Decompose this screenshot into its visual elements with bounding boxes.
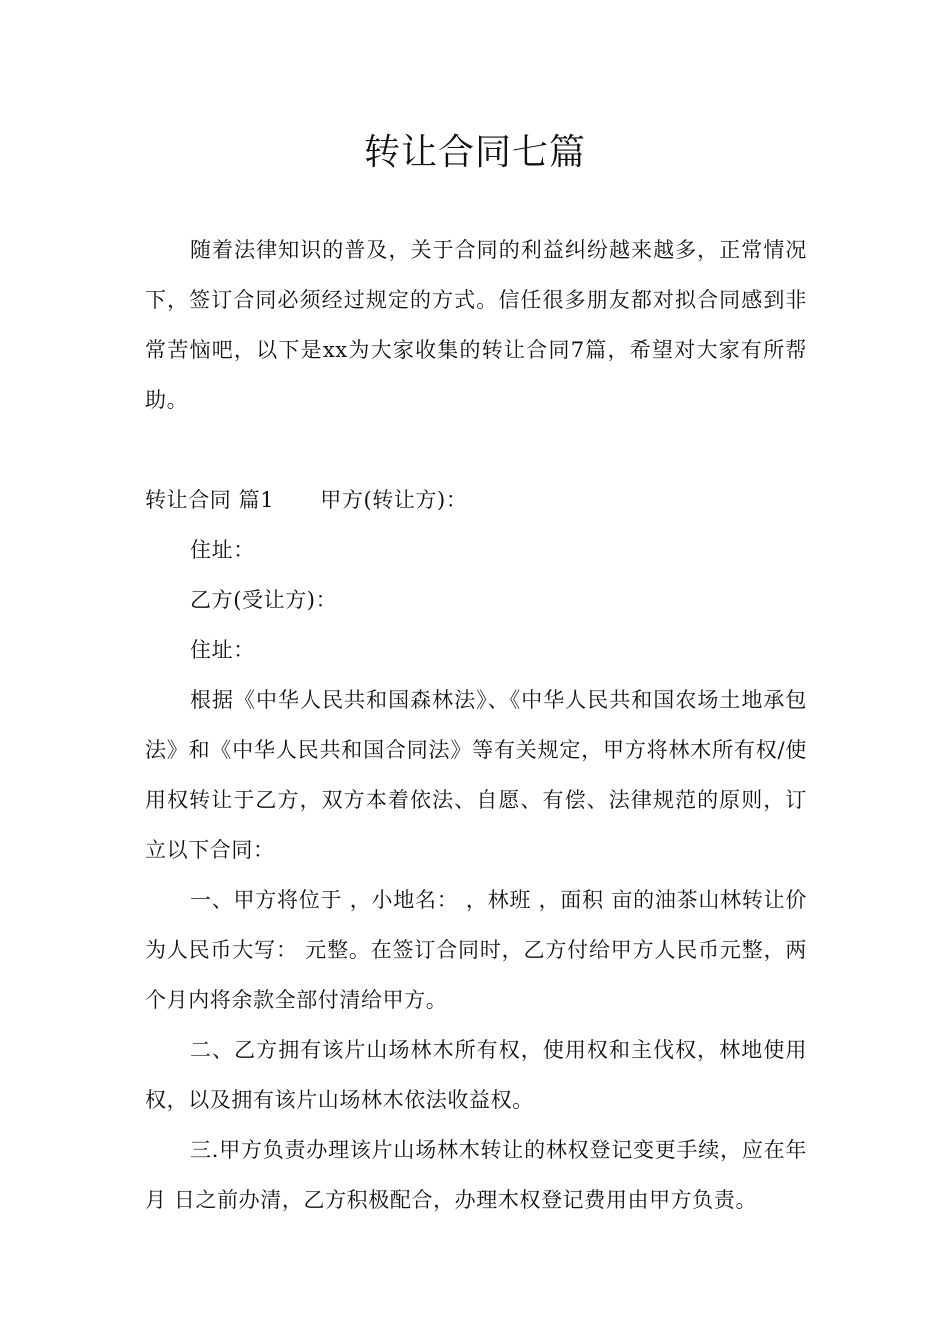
party-b-label: 乙方(受让方)：	[190, 588, 338, 612]
clause-2: 二、乙方拥有该片山场林木所有权，使用权和主伐权，林地使用权，以及拥有该片山场林木依法收益权。	[145, 1038, 807, 1112]
party-b-address: 住址：	[190, 638, 255, 662]
preamble-paragraph: 根据《中华人民共和国森林法》、《中华人民共和国农场土地承包法》和《中华人民共和国合同法》等有关规定，甲方将林木所有权/使用权转让于乙方，双方本着依法、自愿、有偿、法律规范的原则，订立以下合同：	[145, 688, 807, 862]
document-title: 转让合同七篇	[363, 132, 586, 173]
clause-3: 三.甲方负责办理该片山场林木转让的林权登记变更手续，应在年 月 日之前办清，乙方积极配合，办理木权登记费用由甲方负责。	[145, 1138, 807, 1212]
document-body	[145, 225, 807, 1225]
intro-paragraph: 随着法律知识的普及，关于合同的利益纠纷越来越多，正常情况下，签订合同必须经过规定的方式。信任很多朋友都对拟合同感到非常苦恼吧，以下是xx为大家收集的转让合同7篇，希望对大家有所帮助。	[145, 238, 807, 412]
party-a-address: 住址：	[190, 538, 255, 562]
clause-1: 一、甲方将位于 ，小地名： ，林班 ，面积 亩的油茶山林转让价为人民币大写： 元整。在签订合同时，乙方付给甲方人民币元整，两个月内将余款全部付清给甲方。	[145, 888, 807, 1012]
party-a-label: 甲方(转让方)：	[320, 488, 468, 512]
paragraph-spacer	[145, 425, 807, 475]
section-heading: 转让合同 篇1	[145, 488, 275, 512]
section-heading-line	[145, 475, 807, 525]
